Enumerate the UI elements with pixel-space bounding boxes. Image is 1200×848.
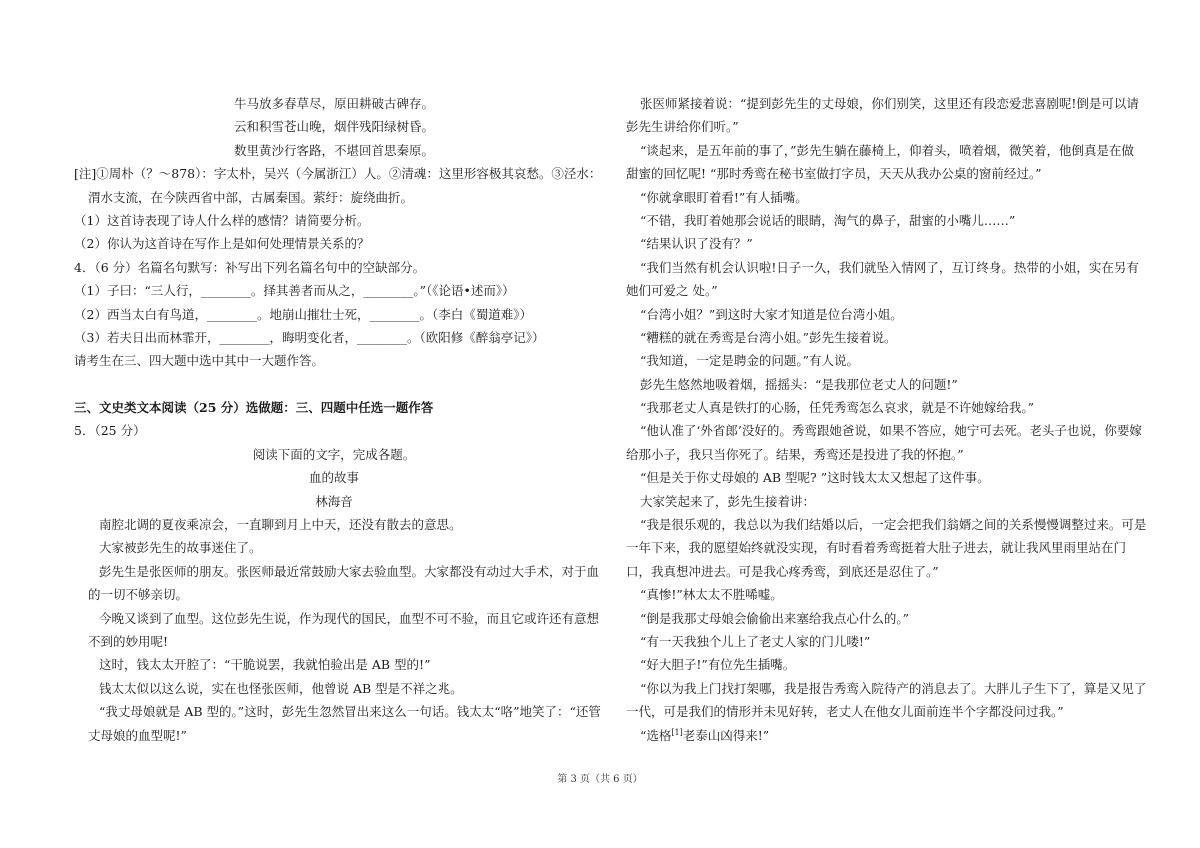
text-run: “选格 bbox=[640, 727, 672, 743]
article-paragraph: 她们可爱之 处。” bbox=[626, 283, 718, 299]
article-title: 血的故事 bbox=[308, 470, 359, 486]
article-paragraph: “台湾小姐？”到这时大家才知道是位台湾小姐。 bbox=[640, 306, 903, 322]
article-paragraph: “好大胆子!”有位先生插嘴。 bbox=[640, 657, 796, 673]
article-paragraph: “结果认识了没有？” bbox=[640, 236, 753, 252]
right-column bbox=[626, 92, 1146, 747]
article-paragraph: 南腔北调的夏夜乘凉会，一直聊到月上中天，还没有散去的意思。 bbox=[99, 517, 462, 533]
article-paragraph: 大家被彭先生的故事迷住了。 bbox=[99, 540, 262, 556]
instruction-line: 请考生在三、四大题中选中其中一大题作答。 bbox=[74, 353, 325, 369]
article-paragraph: 的一切不够亲切。 bbox=[88, 587, 189, 603]
article-paragraph: “我丈母娘就是 AB 型的。”这时，彭先生忽然冒出来这么一句话。钱太太“咯”地笑了：“还管 bbox=[99, 704, 601, 720]
article-paragraph: 这时，钱太太开腔了：“干脆说罢，我就怕验出是 AB 型的!” bbox=[99, 657, 431, 673]
article-paragraph: 甜蜜的回忆呢! “那时秀鸾在秘书室做打字员，天天从我办公桌的窗前经过。” bbox=[626, 166, 1042, 182]
left-column bbox=[74, 92, 602, 747]
article-paragraph: 今晚又谈到了血型。这位彭先生说，作为现代的国民，血型不可不验，而且它或许还有意想 bbox=[99, 610, 600, 626]
article-paragraph: “他认准了‘外省郎’没好的。秀鸾跟她爸说，如果不答应，她宁可去死。老头子也说，你要嫁 bbox=[640, 423, 1142, 439]
article-paragraph: “真惨!”林太太不胜唏嘘。 bbox=[640, 587, 783, 603]
article-paragraph: “你就拿眼盯着看!”有人插嘴。 bbox=[640, 189, 808, 205]
article-paragraph: “糟糕的就在秀鸾是台湾小姐。”彭先生接着说。 bbox=[640, 329, 897, 345]
article-paragraph: 钱太太似以这么说，实在也怪张医师，他曾说 AB 型是不祥之兆。 bbox=[99, 680, 463, 696]
question-line: （2）你认为这首诗在写作上是如何处理情景关系的？ bbox=[74, 236, 370, 252]
poem-line: 数里黄沙行客路，不堪回首思秦原。 bbox=[234, 142, 435, 158]
question-line: （1）这首诗表现了诗人什么样的感情？请简要分析。 bbox=[74, 212, 370, 228]
article-paragraph: “我知道，一定是聘金的问题。”有人说。 bbox=[640, 353, 860, 369]
annotation-line: [注]①周朴（？～878）：字太朴，吴兴（今属浙江）人。②清魂：这里形容极其哀愁。③泾水： bbox=[74, 166, 602, 182]
article-paragraph: “但是关于你丈母娘的 AB 型呢? ”这时钱太太又想起了这件事。 bbox=[640, 470, 990, 486]
article-paragraph: 给那小子，我只当你死了。结果，秀鸾还是投进了我的怀抱。” bbox=[626, 446, 964, 462]
article-paragraph bbox=[626, 724, 1146, 747]
article-paragraph: “有一天我独个儿上了老丈人家的门儿喽!” bbox=[640, 633, 871, 649]
article-paragraph: “我们当然有机会认识啦!日子一久，我们就坠入情网了，互订终身。热带的小姐，实在另有 bbox=[640, 259, 1139, 275]
question-heading: 5．（25 分） bbox=[74, 423, 146, 439]
article-paragraph: 丈母娘的血型呢!” bbox=[88, 727, 187, 743]
poem-line: 牛马放多春草尽，原田耕破古碑存。 bbox=[234, 96, 435, 111]
article-paragraph: “倒是我那丈母娘会偷偷出来塞给我点心什么的。” bbox=[640, 610, 910, 626]
article-paragraph: 不到的妙用呢! bbox=[88, 633, 169, 649]
section-heading: 三、文史类文本阅读（25 分）选做题：三、四题中任选一题作答 bbox=[74, 400, 434, 416]
poem-line: 云和积雪苍山晚，烟伴残阳绿树昏。 bbox=[234, 119, 435, 135]
reading-instruction: 阅读下面的文字，完成各题。 bbox=[252, 446, 416, 462]
fill-blank-line: （1）子曰：“三人行，________。择其善者而从之，________。”（《论语•述而》） bbox=[74, 283, 515, 299]
annotation-line: 渭水支流，在今陕西省中部，古属秦国。萦纡：旋绕曲折。 bbox=[88, 189, 414, 205]
article-paragraph: 彭先生悠然地吸着烟，摇摇头：“是我那位老丈人的问题!” bbox=[640, 376, 958, 392]
article-paragraph: “不错，我盯着她那会说话的眼睛，淘气的鼻子，甜蜜的小嘴儿……” bbox=[640, 212, 1016, 228]
fill-blank-line: （2）西当太白有鸟道，________。地崩山摧壮士死，________。（李白《蜀道难》） bbox=[74, 306, 532, 322]
article-paragraph: 一年下来，我的愿望始终就没实现，有时看着秀鸾挺着大肚子进去，就让我风里雨里站在门 bbox=[626, 540, 1127, 556]
article-paragraph: “谈起来，是五年前的事了，”彭先生躺在藤椅上，仰着头，喷着烟，微笑着，他倒真是在做 bbox=[640, 142, 1135, 158]
article-paragraph: 一代，可是我们的情形并未见好转，老丈人在他女儿面前连半个字都没问过我。” bbox=[626, 704, 1064, 720]
article-paragraph: 彭先生讲给你们听。” bbox=[626, 119, 739, 135]
article-paragraph: “我那老丈人真是铁打的心肠，任凭秀鸾怎么哀求，就是不许她嫁给我。” bbox=[640, 400, 1035, 416]
spacer bbox=[74, 373, 594, 396]
article-author: 林海音 bbox=[315, 493, 353, 509]
article-paragraph: 大家笑起来了，彭先生接着讲： bbox=[640, 493, 816, 509]
question-heading: 4．（6 分）名篇名句默写：补写出下列名篇名句中的空缺部分。 bbox=[74, 259, 426, 275]
footnote-marker: [1] bbox=[671, 727, 683, 737]
page-footer: 第 3 页（共 6 页） bbox=[557, 774, 643, 785]
article-paragraph: 张医师紧接着说：“提到彭先生的丈母娘，你们别笑，这里还有段恋爱悲喜剧呢!倒是可以请 bbox=[640, 96, 1139, 111]
article-paragraph: 彭先生是张医师的朋友。张医师最近常鼓励大家去验血型。大家都没有动过大手术，对于血 bbox=[99, 563, 600, 579]
text-run: 老泰山凶得来!” bbox=[682, 727, 770, 743]
article-paragraph: “我是很乐观的，我总以为我们结婚以后，一定会把我们翁婿之间的关系慢慢调整过来。可是 bbox=[640, 517, 1147, 533]
article-paragraph: “你以为我上门找打架哪，我是报告秀鸾入院待产的消息去了。大胖儿子生下了，算是又见了 bbox=[640, 680, 1147, 696]
fill-blank-line: （3）若夫日出而林霏开，________，晦明变化者，________。（欧阳修《醉翁亭记》） bbox=[74, 329, 545, 345]
article-paragraph: 口，我真想冲进去。可是我心疼秀鸾，到底还是忍住了。” bbox=[626, 563, 939, 579]
